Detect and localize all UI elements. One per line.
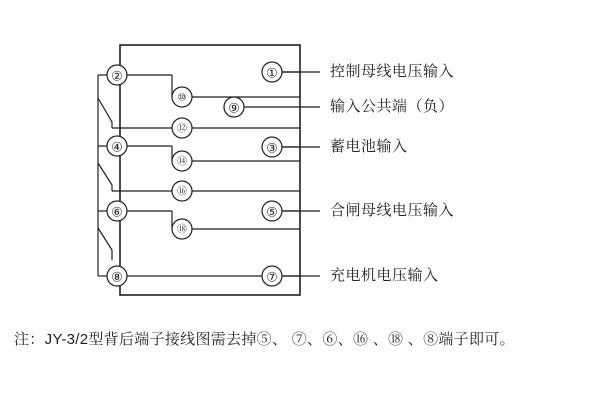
terminal-3 xyxy=(262,137,282,157)
diagram-note: 注：JY-3/2型背后端子接线图需去掉⑤、 ⑦、⑥、⑯ 、⑱ 、⑧端子即可。 xyxy=(14,331,515,348)
terminal-4-label: ④ xyxy=(111,139,123,155)
terminal-5-label: ⑤ xyxy=(266,204,278,220)
contact-slash-3 xyxy=(98,228,112,250)
terminal-9 xyxy=(224,97,244,117)
terminal-10 xyxy=(172,87,192,107)
terminal-4 xyxy=(107,136,127,156)
label-input-common-negative: 输入公共端（负） xyxy=(330,98,455,115)
terminal-6-label: ⑥ xyxy=(111,204,123,220)
terminal-6 xyxy=(107,201,127,221)
terminal-8-label: ⑧ xyxy=(111,269,123,285)
terminal-8 xyxy=(107,266,127,286)
terminal-18 xyxy=(172,219,192,239)
terminal-12 xyxy=(172,118,192,138)
label-charger-voltage-input: 充电机电压输入 xyxy=(330,267,439,284)
terminal-10-label: ⑩ xyxy=(177,92,187,104)
terminal-7-label: ⑦ xyxy=(266,269,278,285)
terminal-14-label: ⑭ xyxy=(177,156,187,168)
terminal-7 xyxy=(262,266,282,286)
terminal-9-label: ⑨ xyxy=(228,100,240,116)
label-battery-input: 蓄电池输入 xyxy=(330,138,408,155)
terminal-3-label: ③ xyxy=(266,140,278,156)
label-closing-bus-voltage-input: 合闸母线电压输入 xyxy=(330,202,455,219)
terminal-16 xyxy=(172,181,192,201)
label-control-bus-voltage-input: 控制母线电压输入 xyxy=(330,63,455,80)
terminal-1 xyxy=(262,62,282,82)
terminal-2 xyxy=(107,65,127,85)
terminal-18-label: ⑱ xyxy=(177,224,187,236)
contact-slash-1 xyxy=(98,98,112,122)
terminal-16-label: ⑯ xyxy=(177,186,187,198)
terminal-5 xyxy=(262,201,282,221)
terminal-2-label: ② xyxy=(111,68,123,84)
terminal-12-label: ⑫ xyxy=(177,123,187,135)
terminal-1-label: ① xyxy=(266,65,278,81)
terminal-14 xyxy=(172,151,192,171)
contact-slash-2 xyxy=(98,163,112,185)
